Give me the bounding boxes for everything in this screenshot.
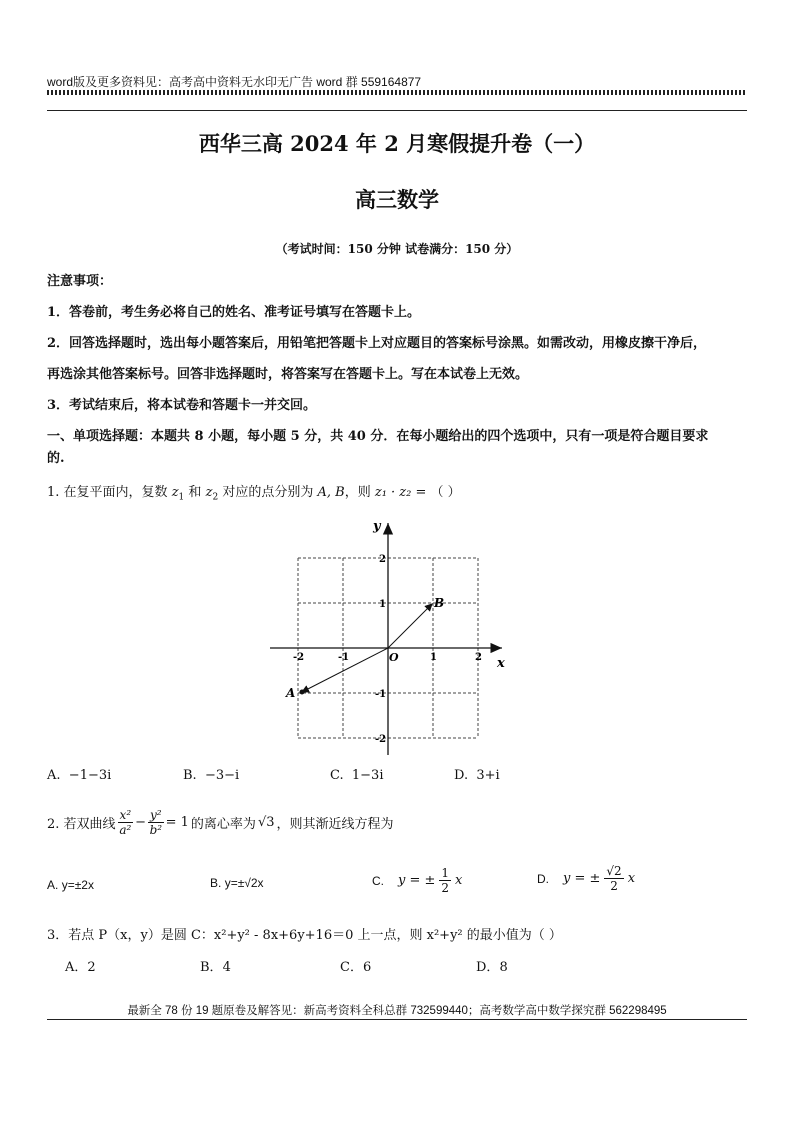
x-tick-label: -1 — [338, 652, 350, 663]
section-heading-line2: 的. — [47, 451, 65, 466]
point-a — [300, 690, 305, 695]
q1-option-d[interactable]: D. 3+i — [454, 768, 500, 783]
fraction-x2-a2: $\frac{\text{x²}}{\text{a²}}$ — [119, 808, 132, 837]
notes-item: 3．考试结束后，将本试卷和答题卡一并交回。 — [47, 398, 317, 413]
x-tick-label: 1 — [430, 652, 437, 663]
y-tick-label: 1 — [379, 599, 386, 610]
q3-option-d[interactable]: D．8 — [476, 960, 508, 975]
footer-note: 最新全 78 份 19 题原卷及解答见：新高考资料全科总群 732599440；高考数学高中数学探究群 562298495 — [127, 1005, 667, 1017]
q1-option-a[interactable]: A. −1−3i — [47, 768, 112, 783]
notes-item: 2．回答选择题时，选出每小题答案后，用铅笔把答题卡上对应题目的答案标号涂黑。如需改动，用橡皮擦干净后， — [47, 336, 707, 351]
complex-plane-figure — [270, 515, 520, 760]
exam-info: （考试时间：150 分钟 试卷满分：150 分） — [275, 242, 519, 256]
header-watermark: word版及更多资料见：高考高中资料无水印无广告 word 群 559164877 — [47, 75, 422, 89]
fraction-y2-b2: $\frac{\text{y²}}{\text{b²}}$ — [149, 808, 163, 837]
q3-option-a[interactable]: A．2 — [65, 960, 96, 975]
q1-option-b[interactable]: B. −3−i — [183, 768, 240, 783]
notes-item: 1．答卷前，考生务必将自己的姓名、准考证号填写在答题卡上。 — [47, 305, 421, 320]
q1-option-c[interactable]: C. 1−3i — [330, 768, 384, 783]
header-dashed-divider — [47, 90, 747, 95]
header-divider — [47, 110, 747, 111]
point-a-label: A — [286, 686, 296, 700]
q2-option-c[interactable]: C. y = ± $\frac{1}{2}$ x — [372, 866, 463, 895]
x-axis-label: x — [497, 656, 505, 671]
q3-option-c[interactable]: C．6 — [340, 960, 372, 975]
subject-title: 高三数学 — [355, 187, 439, 212]
q2-option-b[interactable]: B. y=±√2x — [210, 876, 264, 890]
q3-option-b[interactable]: B．4 — [200, 960, 231, 975]
q2-option-a[interactable]: A. y=±2x — [47, 878, 94, 892]
footer-divider — [47, 1019, 747, 1020]
page-title: 西华三高 2024 年 2 月寒假提升卷（一） — [198, 131, 596, 156]
y-tick-label: -2 — [375, 734, 387, 745]
x-tick-label: 2 — [475, 652, 482, 663]
y-tick-label: -1 — [375, 689, 387, 700]
x-tick-label: -2 — [293, 652, 305, 663]
section-heading-line1: 一、单项选择题：本题共 8 小题，每小题 5 分，共 40 分．在每小题给出的四个选项中，只有一项是符合题目要求 — [47, 429, 709, 444]
question-3-stem: 3．若点 P（x，y）是圆 C：x²+y² - 8x+6y+16＝0 上一点，则 x²+y² 的最小值为（ ） — [47, 928, 562, 943]
y-axis-label: y — [373, 519, 381, 534]
y-tick-label: 2 — [379, 554, 386, 565]
notes-item: 再选涂其他答案标号。回答非选择题时，将答案写在答题卡上。写在本试卷上无效。 — [47, 367, 529, 382]
notes-heading: 注意事项： — [47, 274, 113, 289]
question-2-stem: 2. 若双曲线 $\frac{\text{x²}}{\text{a²}}$ − $\frac{\text{y²}}{\text{b²}}$ = 1 的离心率为 √3 ，则其渐近线方程为 — [47, 808, 394, 837]
origin-label: O — [389, 651, 399, 664]
point-b-label: B — [434, 596, 445, 610]
q2-option-d[interactable]: D. y = ± $\frac{√2}{2}$ x — [537, 864, 636, 893]
question-1-stem: 1. 在复平面内，复数 $z_1$ 和 $z_2$ 对应的点分别为 A, B，则 z₁ · z₂ = （ ） — [47, 485, 461, 503]
notes-section — [47, 266, 752, 452]
vector-ob — [388, 604, 432, 648]
